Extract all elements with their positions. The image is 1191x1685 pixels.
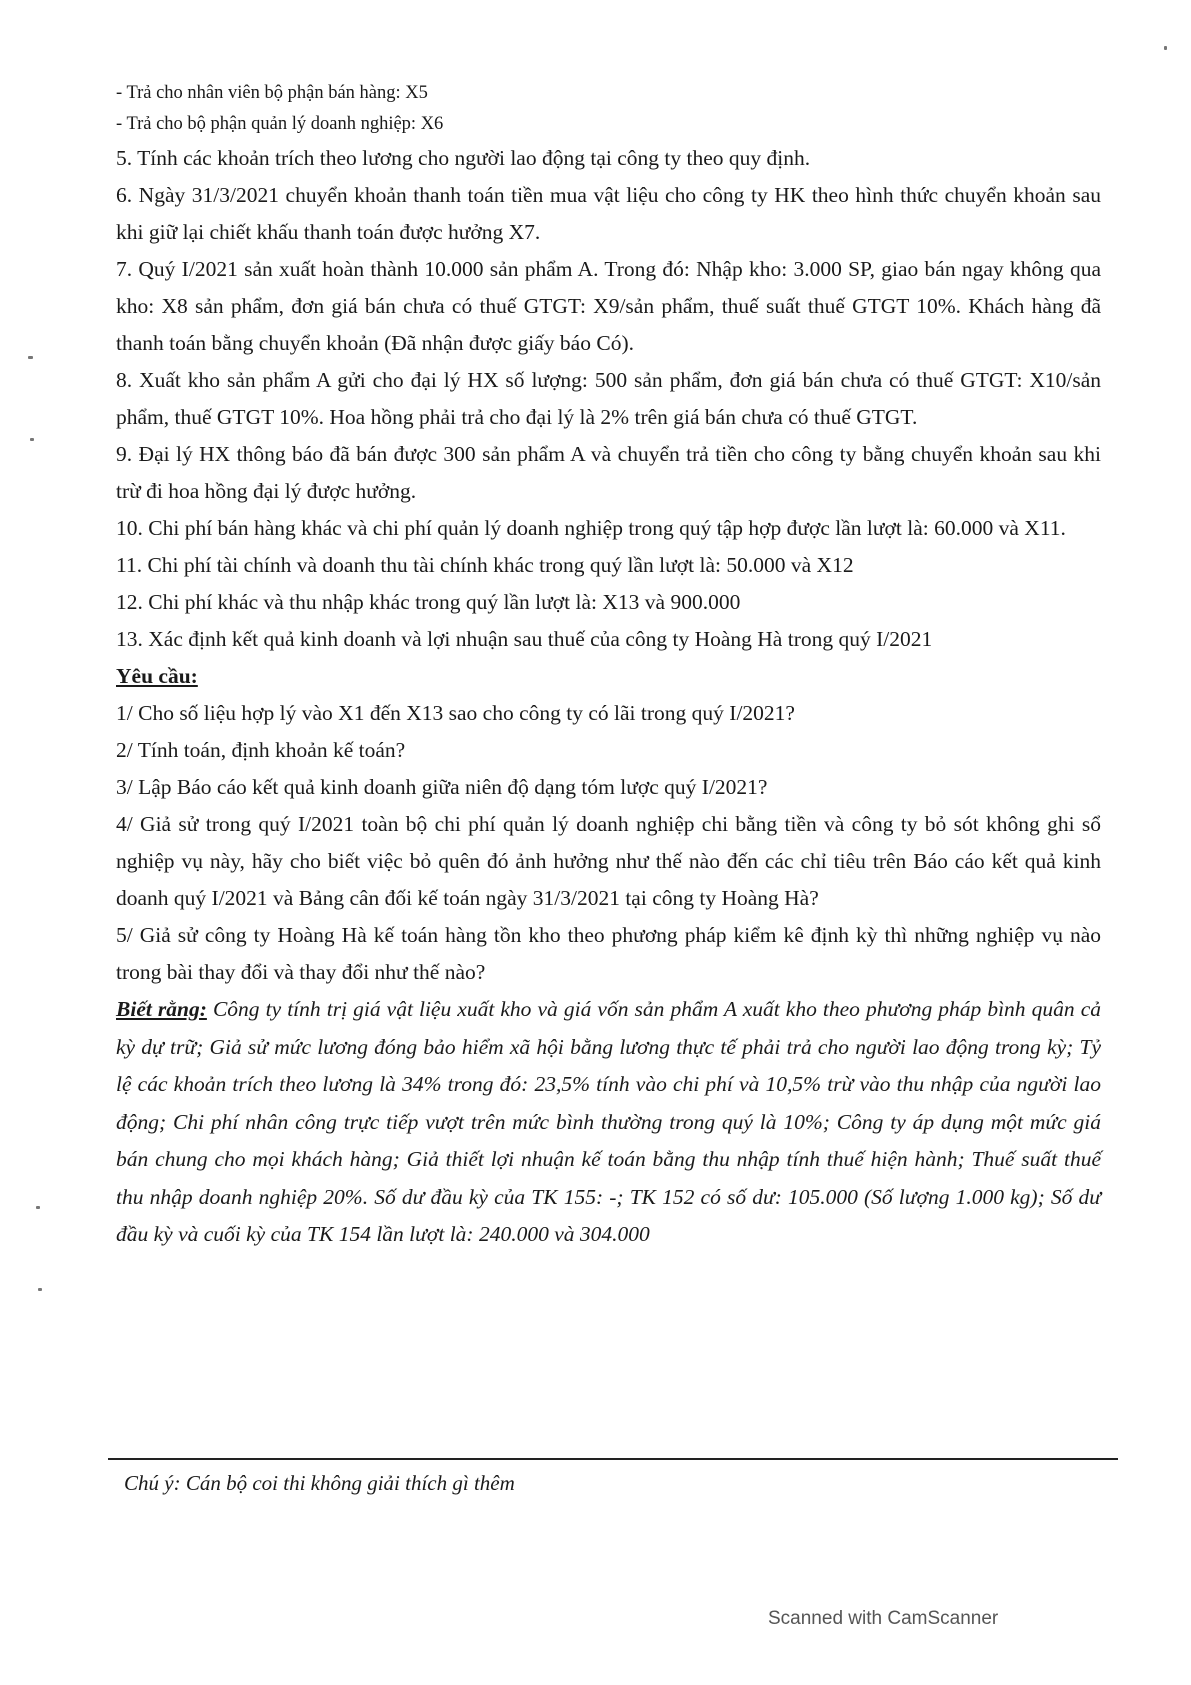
given-notes (116, 991, 1101, 1254)
task-item-7: 7. Quý I/2021 sản xuất hoàn thành 10.000 sản phẩm A. Trong đó: Nhập kho: 3.000 SP, giao bán ngay không qua kho: X8 sản phẩm, đơn giá bán chưa có thuế GTGT: X9/sản phẩm, thuế suất thuế GTGT 10%. Khách hàng đã thanh toán bằng chuyển khoản (Đã nhận được giấy báo Có). (116, 257, 1101, 355)
scan-speck (1164, 46, 1167, 50)
given-notes-text: Công ty tính trị giá vật liệu xuất kho và giá vốn sản phẩm A xuất kho theo phương pháp bình quân cả kỳ dự trữ; Giả sử mức lương đóng bảo hiểm xã hội bằng lương thực tế phải trả cho người lao động trong kỳ; Tỷ lệ các khoản trích theo lương là 34% trong đó: 23,5% tính vào chi phí và 10,5% trừ vào thu nhập của người lao động; Chi phí nhân công trực tiếp vượt trên mức bình thường trong quý là 10%; Công ty áp dụng một mức giá bán chung cho mọi khách hàng; Giả thiết lợi nhuận kế toán bằng thu nhập tính thuế hiện hành; Thuế suất thuế thu nhập doanh nghiệp 20%. Số dư đầu kỳ của TK 155: -; TK 152 có số dư: 105.000 (Số lượng 1.000 kg); Số dư đầu kỳ và cuối kỳ của TK 154 lần lượt là: 240.000 và 304.000 (116, 997, 1101, 1246)
task-item-6: 6. Ngày 31/3/2021 chuyển khoản thanh toán tiền mua vật liệu cho công ty HK theo hình thức chuyển khoản sau khi giữ lại chiết khấu thanh toán được hưởng X7. (116, 183, 1101, 244)
requirement-2: 2/ Tính toán, định khoản kế toán? (116, 738, 406, 762)
scan-speck (30, 438, 34, 441)
task-item-11: 11. Chi phí tài chính và doanh thu tài chính khác trong quý lần lượt là: 50.000 và X12 (116, 553, 854, 577)
scan-speck (36, 1206, 40, 1209)
scanner-watermark: Scanned with CamScanner (768, 1608, 999, 1629)
task-item-10: 10. Chi phí bán hàng khác và chi phí quản lý doanh nghiệp trong quý tập hợp được lần lượt là: 60.000 và X11. (116, 516, 1066, 540)
requirement-5: 5/ Giả sử công ty Hoàng Hà kế toán hàng tồn kho theo phương pháp kiểm kê định kỳ thì những nghiệp vụ nào trong bài thay đổi và thay đổi như thế nào? (116, 923, 1101, 984)
requirement-3: 3/ Lập Báo cáo kết quả kinh doanh giữa niên độ dạng tóm lược quý I/2021? (116, 775, 768, 799)
scan-speck (38, 1288, 42, 1291)
task-item-13: 13. Xác định kết quả kinh doanh và lợi nhuận sau thuế của công ty Hoàng Hà trong quý I/2021 (116, 627, 933, 651)
exam-page-body (116, 78, 1101, 1254)
task-item-12: 12. Chi phí khác và thu nhập khác trong quý lần lượt là: X13 và 900.000 (116, 590, 741, 614)
given-notes-label: Biết rằng: (116, 997, 207, 1021)
requirement-4: 4/ Giả sử trong quý I/2021 toàn bộ chi phí quản lý doanh nghiệp chi bằng tiền và công ty bỏ sót không ghi sổ nghiệp vụ này, hãy cho biết việc bỏ quên đó ảnh hưởng như thế nào đến các chỉ tiêu trên Báo cáo kết quả kinh doanh quý I/2021 và Bảng cân đối kế toán ngày 31/3/2021 tại công ty Hoàng Hà? (116, 812, 1101, 910)
footer-divider (108, 1458, 1118, 1460)
task-item-9: 9. Đại lý HX thông báo đã bán được 300 sản phẩm A và chuyển trả tiền cho công ty bằng chuyển khoản sau khi trừ đi hoa hồng đại lý được hưởng. (116, 442, 1101, 503)
text-line: - Trả cho nhân viên bộ phận bán hàng: X5 (116, 83, 428, 103)
requirements-heading: Yêu cầu: (116, 664, 198, 688)
task-item-5: 5. Tính các khoản trích theo lương cho người lao động tại công ty theo quy định. (116, 146, 811, 170)
text-line: - Trả cho bộ phận quản lý doanh nghiệp: X6 (116, 114, 444, 134)
scan-speck (28, 356, 33, 359)
task-item-8: 8. Xuất kho sản phẩm A gửi cho đại lý HX số lượng: 500 sản phẩm, đơn giá bán chưa có thuế GTGT: X10/sản phẩm, thuế GTGT 10%. Hoa hồng phải trả cho đại lý là 2% trên giá bán chưa có thuế GTGT. (116, 368, 1101, 429)
footer-note: Chú ý: Cán bộ coi thi không giải thích gì thêm (124, 1471, 515, 1495)
requirement-1: 1/ Cho số liệu hợp lý vào X1 đến X13 sao cho công ty có lãi trong quý I/2021? (116, 701, 795, 725)
